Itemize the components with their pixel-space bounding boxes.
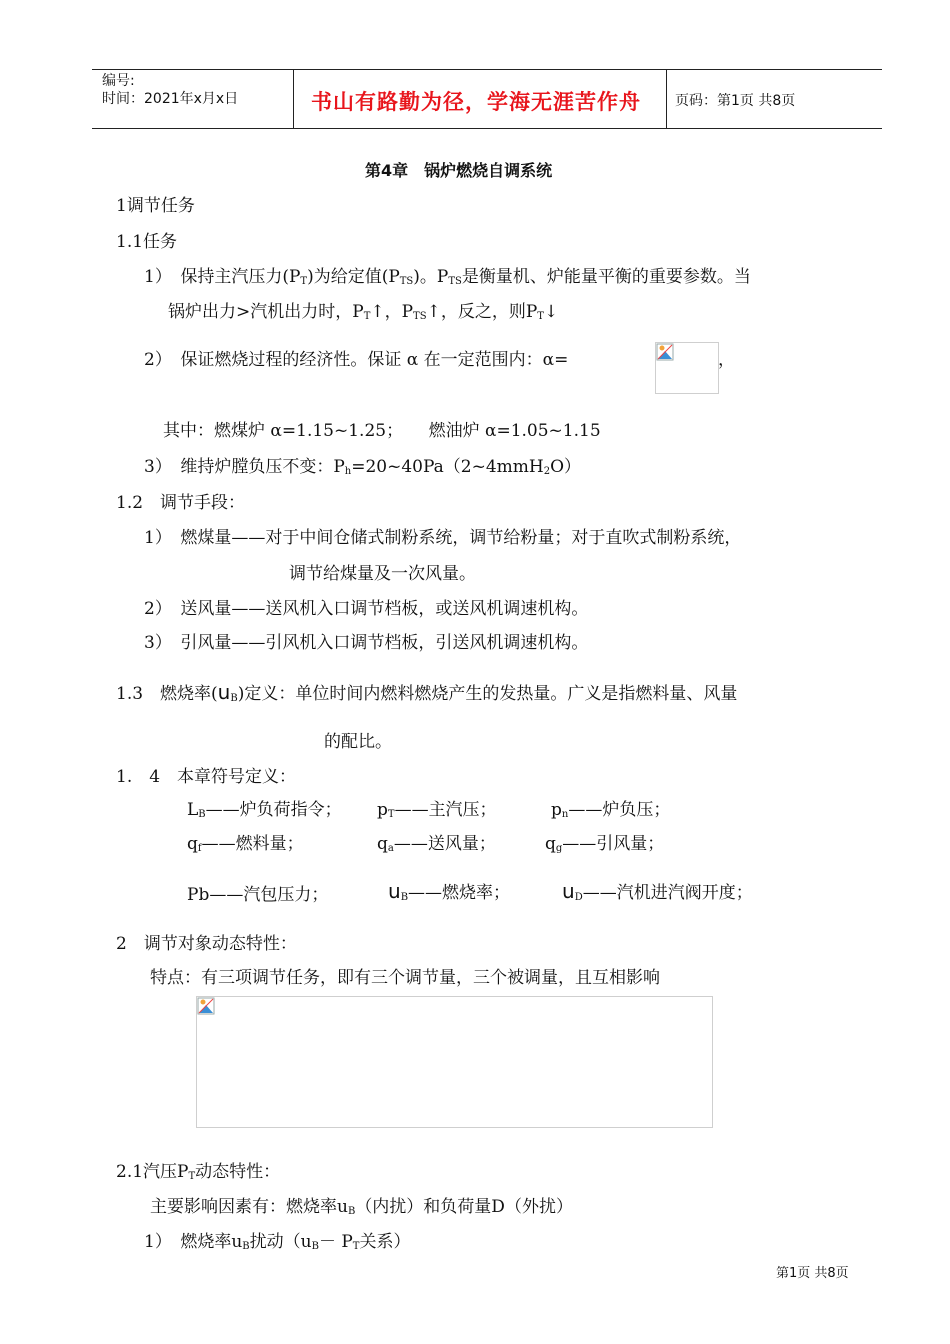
- symbol-qa: $q_a——$送风量；: [377, 834, 496, 854]
- symbol-pT: $p_T——$主汽压；: [377, 800, 497, 820]
- symbol-Pb: Pb——汽包压力；: [187, 885, 329, 905]
- broken-image-icon: [656, 343, 674, 361]
- task-item-3: 3） 维持炉膛负压不变：$P_h=20\sim 40Pa(2\sim 4mmH_2O)$: [144, 457, 582, 477]
- symbol-uD: $u_D——$汽机进汽阀开度；: [562, 879, 753, 903]
- section-2-1-item-1: 1） 燃烧率$u_B$扰动（$u_B- P_T$关系）: [144, 1232, 411, 1252]
- page-footer: 第1页 共8页: [776, 1266, 849, 1281]
- header-divider-right: [666, 69, 667, 129]
- header-motto: 书山有路勤为径，学海无涯苦作舟: [311, 90, 641, 114]
- task-item-2-note: 其中：燃煤炉 α=1.15~1.25； 燃油炉 α=1.05~1.15: [163, 421, 601, 441]
- section-1-3: 1.3 燃烧率$(u_B)$定义：单位时间内燃料燃烧产生的发热量。广义是指燃料量、风量: [116, 680, 738, 704]
- symbol-qg: $q_g——$引风量；: [545, 834, 665, 854]
- section-2-heading: 2 调节对象动态特性：: [116, 934, 297, 954]
- section-2-1-heading: 2.1汽压$P_T$动态特性：: [116, 1162, 281, 1182]
- section-2-1-factors: 主要影响因素有：燃烧率$u_B$（内扰）和负荷量D（外扰）: [150, 1197, 573, 1217]
- task-item-2: 2） 保证燃烧过程的经济性。保证 α 在一定范围内：α=: [144, 350, 569, 370]
- header-time-label: 时间：2021年x月x日: [102, 91, 239, 107]
- header-code-label: 编号:: [102, 73, 135, 89]
- symbol-uB: $u_B——$燃烧率；: [388, 879, 511, 903]
- section-1-heading: 1调节任务: [116, 196, 195, 216]
- task-item-1-line1: 1） 保持主汽压力$(P_T)$为给定值$(P_{TS})$。$P_{TS}$是衡量机、炉能量平衡的重要参数。当: [144, 267, 751, 287]
- symbol-pn: $p_n——$炉负压；: [551, 800, 671, 820]
- section-1-4-heading: 1. 4 本章符号定义：: [116, 767, 297, 787]
- means-item-1-cont: 调节给煤量及一次风量。: [289, 564, 476, 584]
- header-bottom-rule: [92, 128, 882, 129]
- formula-image-placeholder: [655, 342, 719, 394]
- section-1-3-cont: 的配比。: [324, 732, 392, 752]
- broken-image-icon: [197, 997, 215, 1015]
- page-title: 第4章 锅炉燃烧自调系统: [365, 161, 553, 180]
- section-1-2-heading: 1.2 调节手段：: [116, 493, 246, 513]
- header-divider-left: [293, 69, 294, 129]
- task-item-1-line2: 锅炉出力>汽机出力时，$P_T↑$，$P_{TS}↑$，反之，则$P_T↓$: [168, 302, 559, 322]
- means-item-1: 1） 燃煤量——对于中间仓储式制粉系统，调节给粉量；对于直吹式制粉系统，: [144, 528, 742, 548]
- header-top-rule: [92, 69, 882, 70]
- header-page-info: 页码：第1页 共8页: [675, 93, 796, 109]
- means-item-3: 3） 引风量——引风机入口调节档板，引送风机调速机构。: [144, 633, 589, 653]
- section-1-1-heading: 1.1任务: [116, 232, 178, 252]
- section-2-feature: 特点：有三项调节任务，即有三个调节量，三个被调量，且互相影响: [150, 968, 660, 988]
- diagram-image-placeholder: [196, 996, 713, 1128]
- symbol-qf: $q_f——$燃料量；: [187, 834, 304, 854]
- symbol-LB: $L_B——$炉负荷指令；: [187, 800, 342, 820]
- means-item-2: 2） 送风量——送风机入口调节档板，或送风机调速机构。: [144, 599, 589, 619]
- task-item-2-comma: ，: [718, 350, 735, 370]
